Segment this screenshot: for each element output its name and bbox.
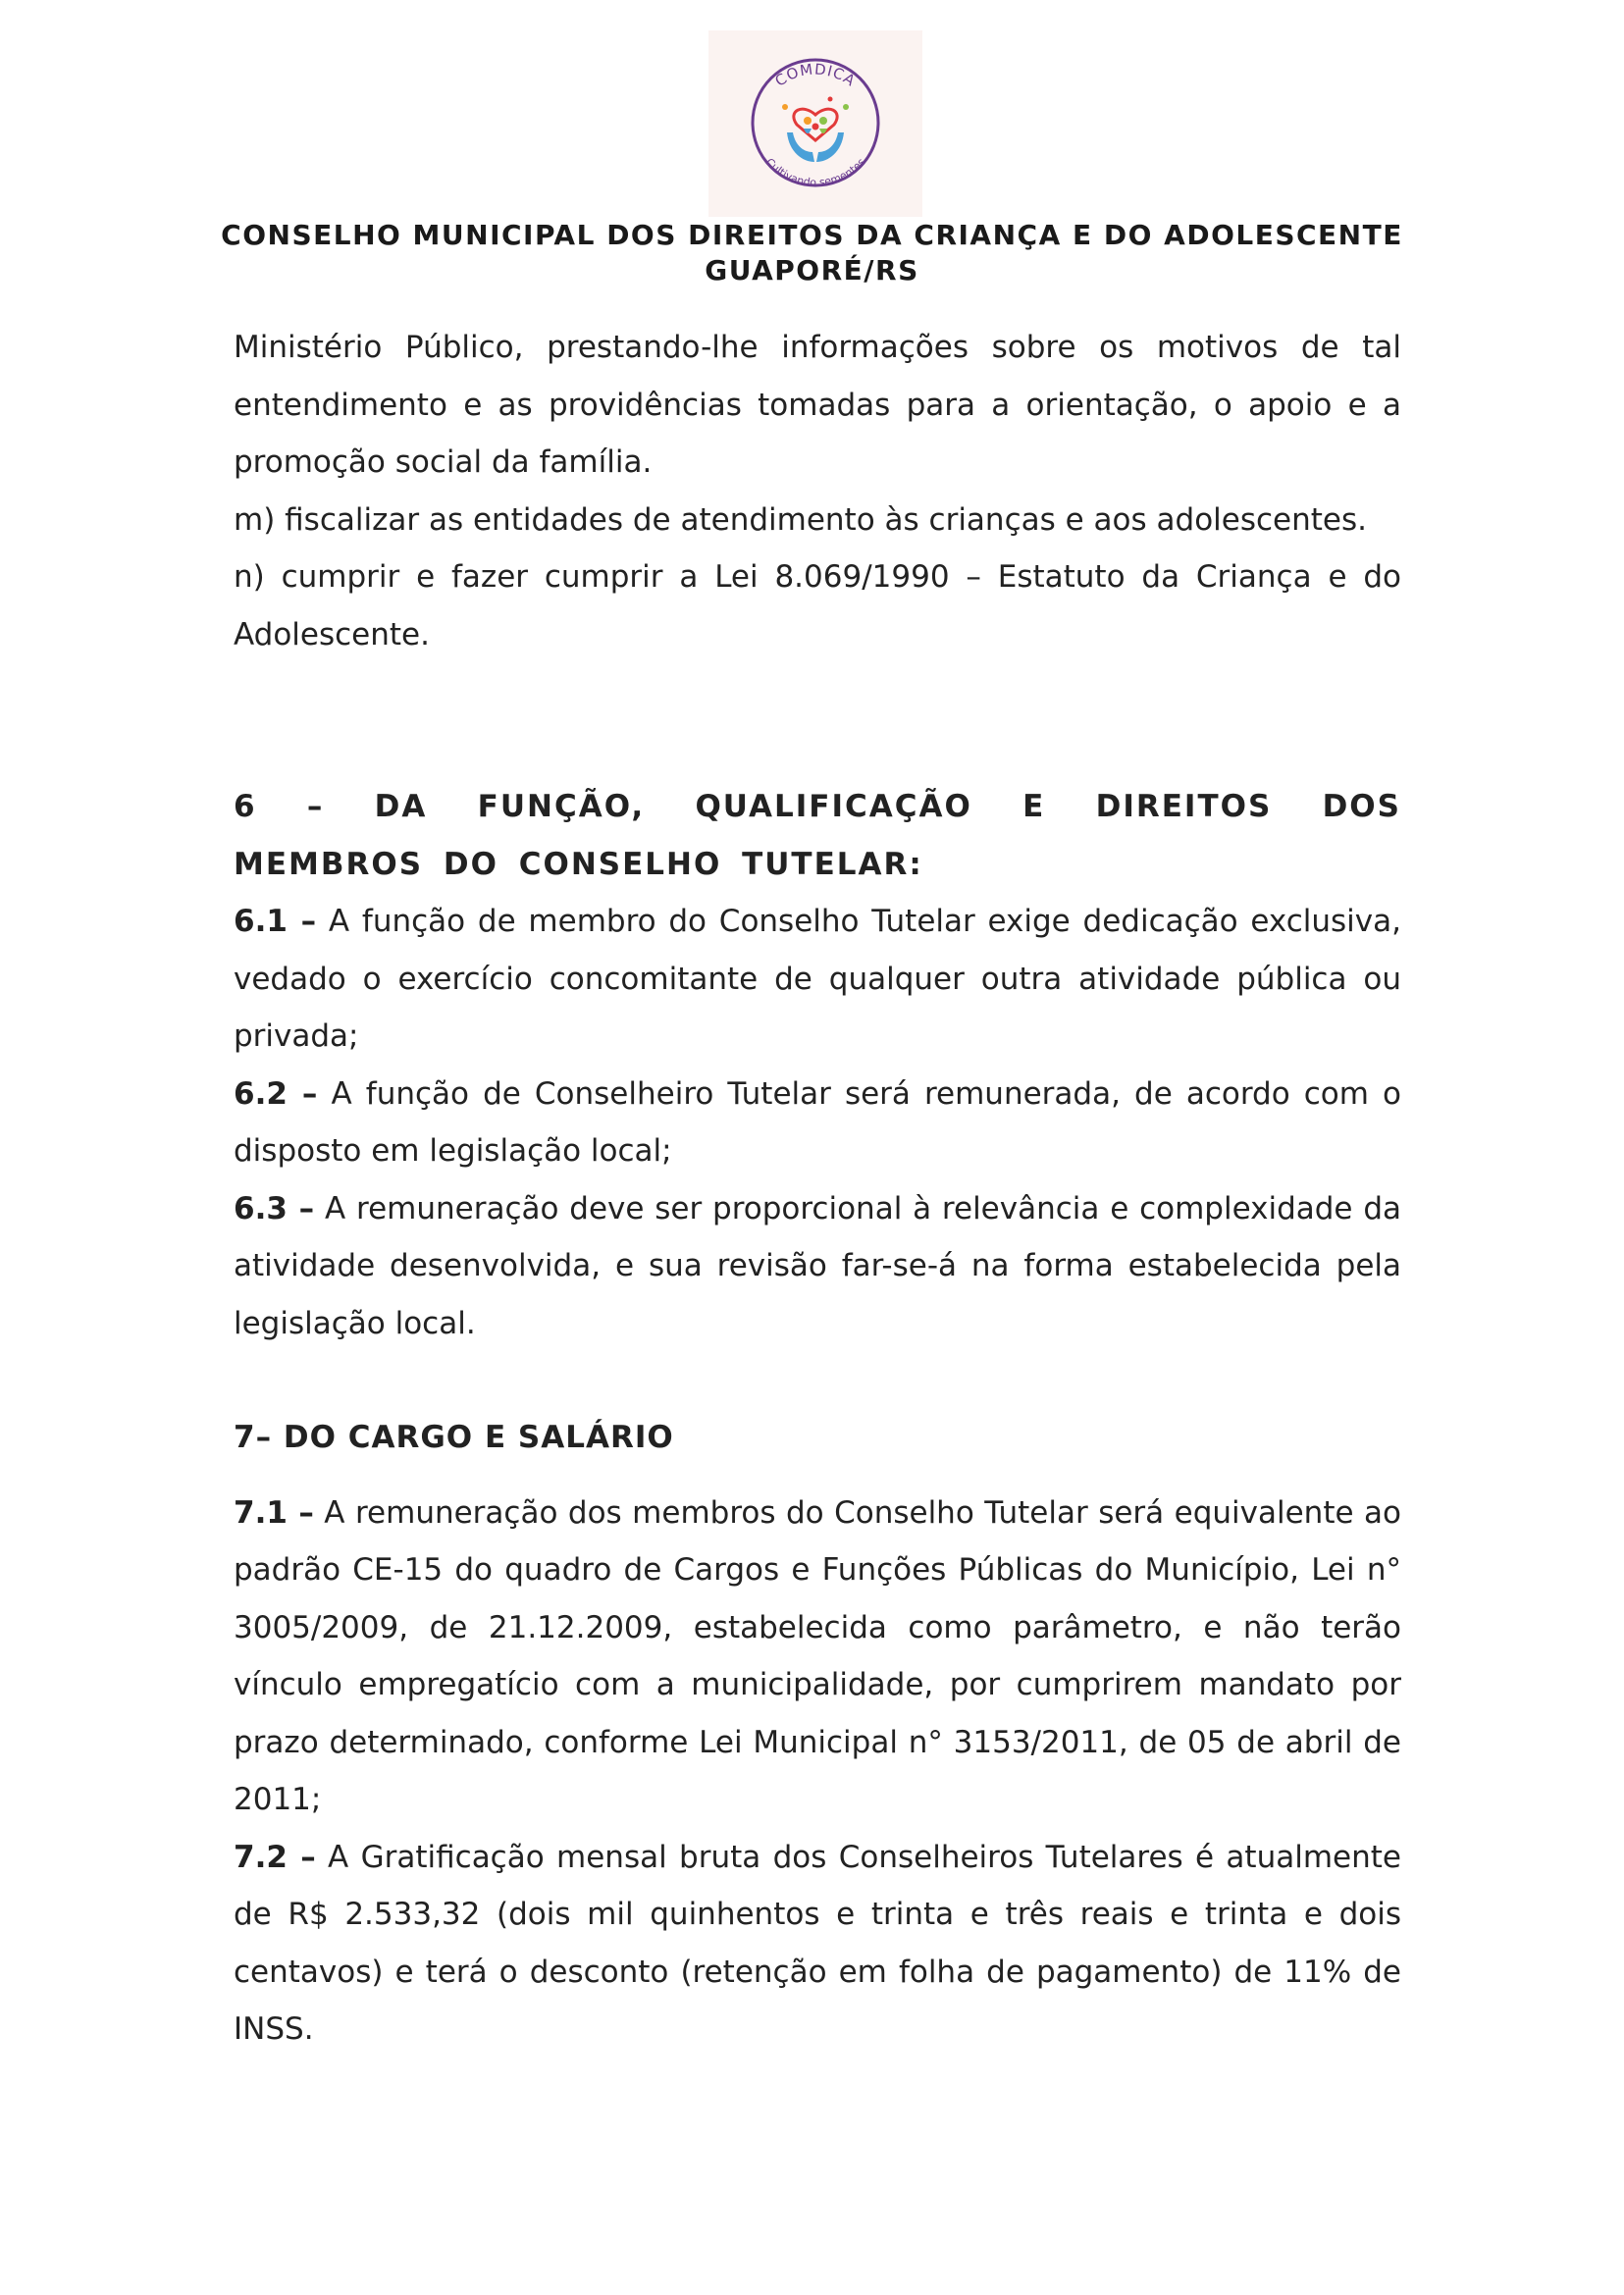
list-item-n: n) cumprir e fazer cumprir a Lei 8.069/1990 – Estatuto da Criança e do Adolescente. bbox=[234, 559, 1401, 652]
org-title-line2: GUAPORÉ/RS bbox=[705, 254, 919, 287]
clause-6-3 bbox=[234, 1180, 1401, 1353]
logo-tagline: Cultivando sementes bbox=[762, 155, 868, 189]
paragraph-intro: Ministério Público, prestando-lhe informações sobre os motivos de tal entendimento e as providências tomadas para a orientação, o apoio e a promoção social da família. bbox=[234, 330, 1401, 480]
clause-6-1 bbox=[234, 893, 1401, 1066]
org-title bbox=[0, 218, 1624, 288]
clause-7-1-text: A remuneração dos membros do Conselho Tutelar será equivalente ao padrão CE-15 do quadro de Cargos e Funções Públicas do Município, Lei n° 3005/2009, de 21.12.2009, estabelecida como parâmetro, e não terão vínculo empregatício com a municipalidade, por cumprirem mandato por prazo determinado, conforme Lei Municipal n° 3153/2011, de 05 de abril de 2011; bbox=[234, 1494, 1401, 1817]
clause-7-1 bbox=[234, 1485, 1401, 1829]
section-7-heading: 7– DO CARGO E SALÁRIO bbox=[234, 1420, 674, 1455]
section-6-heading: 6 – DA FUNÇÃO, QUALIFICAÇÃO E DIREITOS DOS MEMBROS DO CONSELHO TUTELAR: bbox=[234, 789, 1401, 882]
clause-6-2-number: 6.2 – bbox=[234, 1075, 318, 1112]
document-body bbox=[234, 319, 1401, 2059]
clause-6-1-text: A função de membro do Conselho Tutelar exige dedicação exclusiva, vedado o exercício concomitante de qualquer outra atividade pública ou privada; bbox=[234, 904, 1401, 1054]
logo-name: COMDICA bbox=[771, 60, 860, 90]
clause-7-2-number: 7.2 – bbox=[234, 1839, 316, 1875]
clause-7-2-text: A Gratificação mensal bruta dos Conselheiros Tutelares é atualmente de R$ 2.533,32 (dois mil quinhentos e trinta e três reais e trinta e dois centavos) e terá o desconto (retenção em folha de pagamento) de 11% de INSS. bbox=[234, 1839, 1401, 2047]
clause-6-2 bbox=[234, 1066, 1401, 1180]
clause-6-3-text: A remuneração deve ser proporcional à relevância e complexidade da atividade desenvolvida, e sua revisão far-se-á na forma estabelecida pela legislação local. bbox=[234, 1190, 1401, 1341]
comdica-logo bbox=[708, 30, 922, 217]
spacer bbox=[234, 663, 1401, 778]
spacer bbox=[234, 1467, 1401, 1485]
list-item-m: m) fiscalizar as entidades de atendimento às crianças e aos adolescentes. bbox=[234, 501, 1367, 538]
clause-6-1-number: 6.1 – bbox=[234, 904, 317, 939]
comdica-logo-graphic bbox=[708, 30, 922, 217]
clause-6-2-text: A função de Conselheiro Tutelar será remunerada, de acordo com o disposto em legislação local; bbox=[234, 1075, 1401, 1169]
clause-7-2 bbox=[234, 1829, 1401, 2059]
org-title-line1: CONSELHO MUNICIPAL DOS DIREITOS DA CRIANÇA E DO ADOLESCENTE bbox=[221, 219, 1403, 251]
spacer bbox=[234, 1352, 1401, 1409]
clause-7-1-number: 7.1 – bbox=[234, 1494, 314, 1531]
clause-6-3-number: 6.3 – bbox=[234, 1190, 315, 1226]
